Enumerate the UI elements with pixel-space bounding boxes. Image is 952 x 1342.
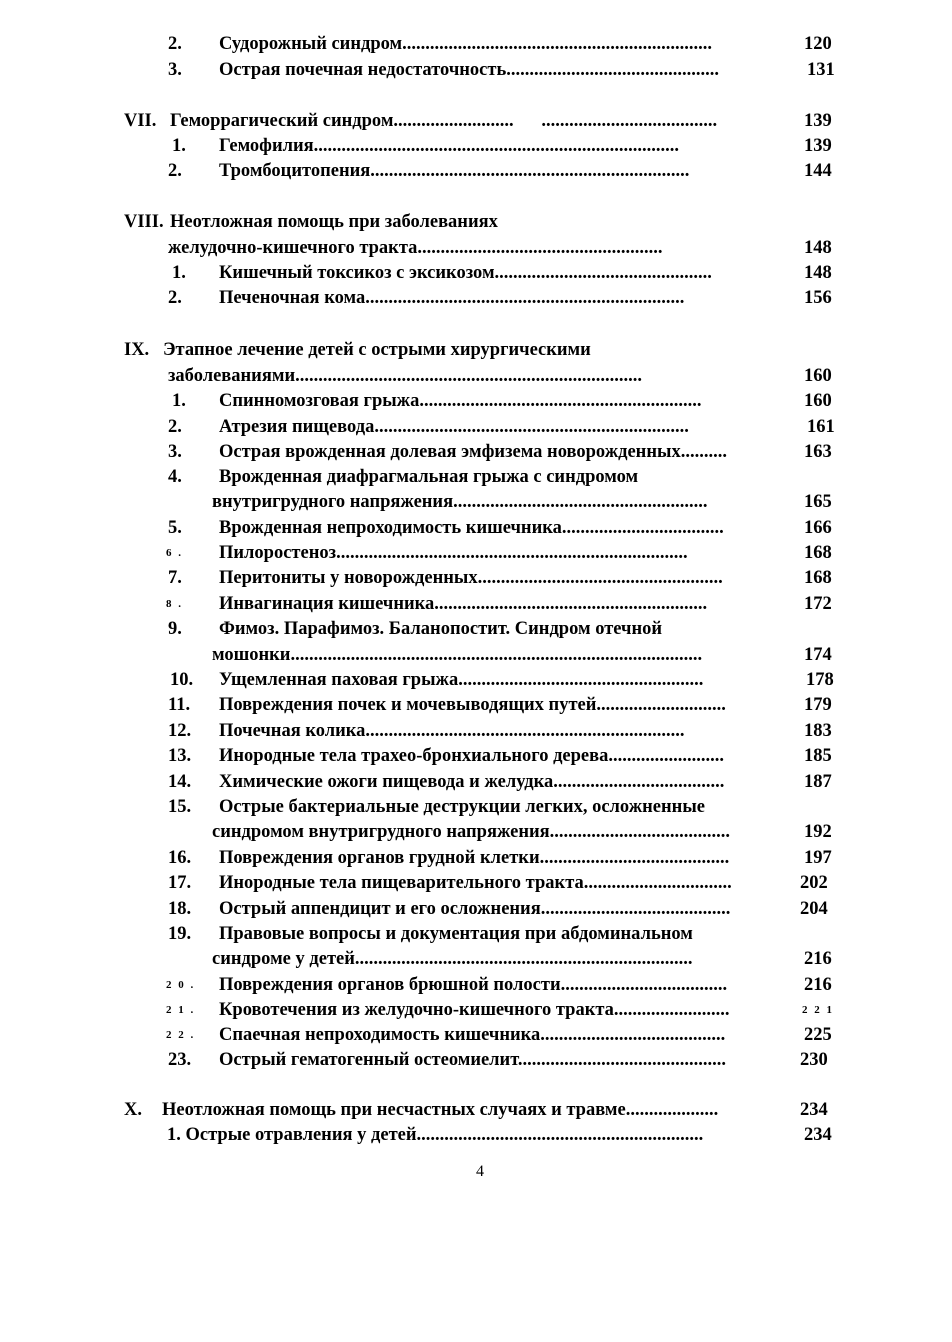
toc-number: 11. xyxy=(168,695,191,715)
toc-row xyxy=(0,32,952,56)
toc-number: X. xyxy=(124,1100,142,1120)
toc-row xyxy=(0,592,952,616)
toc-title: Острая врожденная долевая эмфизема новорожденных.......... xyxy=(219,442,727,462)
toc-title: Химические ожоги пищевода и желудка..................................... xyxy=(219,772,725,792)
toc-page: 161 xyxy=(807,417,835,437)
toc-number: 2 1 . xyxy=(166,1004,196,1016)
toc-title: Спаечная непроходимость кишечника........................................ xyxy=(219,1025,726,1045)
page-number: 4 xyxy=(476,1163,484,1180)
toc-number: 1. xyxy=(172,136,186,156)
toc-title: Печеночная кома..................................................................... xyxy=(219,288,685,308)
toc-page: 234 xyxy=(804,1125,832,1145)
toc-page: 230 xyxy=(800,1050,828,1070)
toc-number: 10. xyxy=(170,670,194,690)
toc-page: 160 xyxy=(804,366,832,386)
toc-page: 148 xyxy=(804,238,832,258)
toc-row xyxy=(0,897,952,921)
toc-page: 192 xyxy=(804,822,832,842)
toc-number: IX. xyxy=(124,340,150,360)
toc-page: 197 xyxy=(804,848,832,868)
toc-number: 14. xyxy=(168,772,192,792)
toc-row xyxy=(0,643,952,667)
toc-title: Фимоз. Парафимоз. Баланопостит. Синдром отечной xyxy=(219,619,663,639)
toc-row xyxy=(0,440,952,464)
toc-page: 178 xyxy=(806,670,834,690)
toc-row xyxy=(0,1123,952,1147)
toc-row xyxy=(0,795,952,819)
toc-page: 139 xyxy=(804,136,832,156)
toc-row xyxy=(0,516,952,540)
toc-title: Острый гематогенный остеомиелит............................................. xyxy=(219,1050,727,1070)
toc-number: 6 . xyxy=(166,547,183,559)
toc-number: 19. xyxy=(168,924,192,944)
toc-title: заболеваниями........................................................................... xyxy=(168,366,642,386)
toc-row xyxy=(0,338,952,362)
toc-title: Острый аппендицит и его осложнения......................................... xyxy=(219,899,731,919)
toc-row xyxy=(0,719,952,743)
toc-row xyxy=(0,465,952,489)
toc-number: 5. xyxy=(168,518,182,538)
toc-number: 2. xyxy=(168,34,182,54)
toc-page: 144 xyxy=(804,161,832,181)
toc-title: Кишечный токсикоз с эксикозом............................................... xyxy=(219,263,712,283)
toc-title: Кровотечения из желудочно-кишечного тракта......................... xyxy=(219,1000,730,1020)
toc-title: Правовые вопросы и документация при абдоминальном xyxy=(219,924,693,944)
toc-page: 131 xyxy=(807,60,835,80)
toc-page: 165 xyxy=(804,492,832,512)
toc-title: Острая почечная недостаточность.............................................. xyxy=(219,60,719,80)
toc-title: Спинномозговая грыжа............................................................. xyxy=(219,391,702,411)
toc-page: 216 xyxy=(804,949,832,969)
toc-title: мошонки......................................................................................... xyxy=(212,645,703,665)
toc-row xyxy=(0,617,952,641)
toc-row xyxy=(0,668,952,692)
toc-title: Неотложная помощь при заболеваниях xyxy=(170,212,498,232)
toc-number: 23. xyxy=(168,1050,192,1070)
toc-title: Гемофилия............................................................................... xyxy=(219,136,680,156)
toc-row xyxy=(0,236,952,260)
toc-title: Почечная колика..................................................................... xyxy=(219,721,685,741)
toc-title: 1. Острые отравления у детей.............................................................. xyxy=(167,1125,704,1145)
toc-page: 187 xyxy=(804,772,832,792)
toc-page: 225 xyxy=(804,1025,832,1045)
toc-row xyxy=(0,415,952,439)
toc-title: синдроме у детей......................................................................... xyxy=(212,949,693,969)
toc-page: 183 xyxy=(804,721,832,741)
toc-row xyxy=(0,947,952,971)
toc-row xyxy=(0,998,952,1022)
toc-page: 204 xyxy=(800,899,828,919)
toc-title: внутригрудного напряжения....................................................... xyxy=(212,492,708,512)
toc-row xyxy=(0,134,952,158)
toc-title: Перитониты у новорожденных..................................................... xyxy=(219,568,723,588)
toc-row xyxy=(0,1098,952,1122)
toc-page: 148 xyxy=(804,263,832,283)
toc-number: 15. xyxy=(168,797,192,817)
toc-title: Судорожный синдром................................................................... xyxy=(219,34,713,54)
toc-row xyxy=(0,364,952,388)
toc-number: VII. xyxy=(124,111,157,131)
toc-number: 2 0 . xyxy=(166,979,196,991)
toc-page: 160 xyxy=(804,391,832,411)
toc-title: Неотложная помощь при несчастных случаях и травме.................... xyxy=(162,1100,719,1120)
toc-title: Тромбоцитопения..................................................................... xyxy=(219,161,690,181)
toc-row xyxy=(0,922,952,946)
toc-number: 4. xyxy=(168,467,182,487)
toc-page: 168 xyxy=(804,543,832,563)
toc-title: Повреждения почек и мочевыводящих путей............................ xyxy=(219,695,726,715)
toc-page: 179 xyxy=(804,695,832,715)
toc-title: Острые бактериальные деструкции легких, осложненные xyxy=(219,797,705,817)
toc-row xyxy=(0,973,952,997)
toc-page: 156 xyxy=(804,288,832,308)
toc-title: Повреждения органов грудной клетки......................................... xyxy=(219,848,730,868)
toc-title: Инородные тела трахео-бронхиального дерева......................... xyxy=(219,746,725,766)
toc-page: 174 xyxy=(804,645,832,665)
toc-title: Атрезия пищевода.................................................................... xyxy=(219,417,689,437)
toc-row xyxy=(0,159,952,183)
toc-number: 13. xyxy=(168,746,192,766)
toc-number: 1. xyxy=(172,391,186,411)
toc-page: 2 2 1 xyxy=(802,1004,834,1016)
toc-number: 2 2 . xyxy=(166,1029,196,1041)
toc-number: 1. xyxy=(172,263,186,283)
toc-row xyxy=(0,286,952,310)
toc-page: 185 xyxy=(804,746,832,766)
toc-page: 172 xyxy=(804,594,832,614)
toc-row xyxy=(0,541,952,565)
toc-page: 163 xyxy=(804,442,832,462)
toc-row xyxy=(0,109,952,133)
toc-number: 3. xyxy=(168,60,182,80)
toc-row xyxy=(0,1048,952,1072)
toc-number: 2. xyxy=(168,288,182,308)
toc-row xyxy=(0,693,952,717)
toc-number: 17. xyxy=(168,873,192,893)
toc-row xyxy=(0,846,952,870)
toc-page: 166 xyxy=(804,518,832,538)
toc-number: 3. xyxy=(168,442,182,462)
toc-number: 8 . xyxy=(166,598,183,610)
toc-number: 18. xyxy=(168,899,192,919)
toc-number: 2. xyxy=(168,417,182,437)
toc-title: Пилоростеноз............................................................................ xyxy=(219,543,688,563)
toc-title: Инородные тела пищеварительного тракта................................ xyxy=(219,873,732,893)
toc-page: 139 xyxy=(804,111,832,131)
toc-title: Геморрагический синдром.......................... ...................................... xyxy=(170,111,718,131)
toc-number: 9. xyxy=(168,619,182,639)
toc-number: VIII. xyxy=(124,212,164,232)
toc-title: синдромом внутригрудного напряжения....................................... xyxy=(212,822,731,842)
toc-row xyxy=(0,389,952,413)
toc-row xyxy=(0,1023,952,1047)
toc-title: Повреждения органов брюшной полости.................................... xyxy=(219,975,728,995)
toc-row xyxy=(0,490,952,514)
toc-page: 202 xyxy=(800,873,828,893)
toc-number: 2. xyxy=(168,161,182,181)
toc-title: Врожденная непроходимость кишечника................................... xyxy=(219,518,724,538)
toc-row xyxy=(0,261,952,285)
toc-row xyxy=(0,210,952,234)
toc-row xyxy=(0,744,952,768)
toc-title: желудочно-кишечного тракта..................................................... xyxy=(168,238,663,258)
toc-page: 234 xyxy=(800,1100,828,1120)
toc-row xyxy=(0,871,952,895)
toc-row xyxy=(0,566,952,590)
toc-title: Этапное лечение детей с острыми хирургическими xyxy=(163,340,591,360)
toc-title: Ущемленная паховая грыжа..................................................... xyxy=(219,670,704,690)
toc-title: Инвагинация кишечника........................................................... xyxy=(219,594,708,614)
toc-number: 12. xyxy=(168,721,192,741)
toc-page: 120 xyxy=(804,34,832,54)
toc-number: 7. xyxy=(168,568,182,588)
toc-row xyxy=(0,770,952,794)
toc-number: 16. xyxy=(168,848,192,868)
toc-page: 216 xyxy=(804,975,832,995)
toc-page: 168 xyxy=(804,568,832,588)
toc-row xyxy=(0,820,952,844)
toc-row xyxy=(0,58,952,82)
toc-title: Врожденная диафрагмальная грыжа с синдромом xyxy=(219,467,639,487)
